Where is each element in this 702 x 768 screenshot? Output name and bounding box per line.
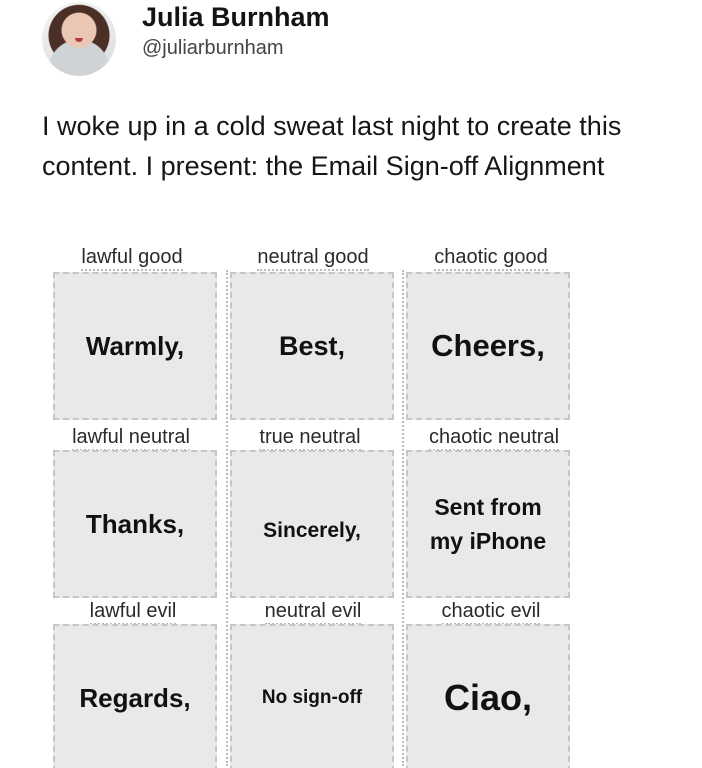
tweet-header [40,0,680,80]
alignment-label: lawful evil [46,598,220,624]
alignment-label: chaotic evil [404,598,578,624]
alignment-label: chaotic neutral [402,424,586,450]
alignment-label: lawful neutral [44,424,218,450]
alignment-label: chaotic good [404,244,578,270]
signoff-cell: No sign-off [230,624,394,768]
avatar[interactable] [42,2,116,76]
signoff-cell: Thanks, [53,450,217,598]
signoff-cell: Ciao, [406,624,570,768]
alignment-label: neutral good [226,244,400,270]
alignment-label: true neutral [223,424,397,450]
signoff-cell: Sincerely, [230,450,394,598]
signoff-cell: Regards, [53,624,217,768]
alignment-label: neutral evil [226,598,400,624]
signoff-cell: Sent from my iPhone [406,450,570,598]
grid-divider [402,270,404,766]
tweet-text: I woke up in a cold sweat last night to create this content. I present: the Email Sign-off Alignment [42,111,622,181]
grid-divider [226,270,228,766]
signoff-cell: Cheers, [406,272,570,420]
signoff-cell: Best, [230,272,394,420]
signoff-cell: Warmly, [53,272,217,420]
alignment-label: lawful good [45,244,219,270]
author-name[interactable]: Julia Burnham [142,2,330,32]
author-handle[interactable]: @juliarburnham [142,37,284,59]
